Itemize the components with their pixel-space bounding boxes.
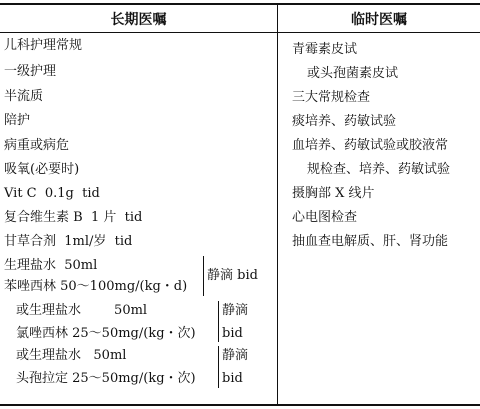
long-term-order: 半流质 bbox=[4, 89, 44, 104]
long-term-order: 陪护 bbox=[4, 113, 31, 128]
long-term-order: Vit C 0.1g tid bbox=[4, 186, 100, 201]
temporary-order: 抽血查电解质、肝、肾功能 bbox=[292, 234, 449, 249]
temporary-order-continued: 规检查、培养、药敏试验 bbox=[307, 162, 451, 177]
infusion-group-1-bracket bbox=[203, 256, 204, 296]
bottom-rule bbox=[0, 404, 480, 406]
infusion-group-3-route-2: bid bbox=[222, 371, 243, 386]
column-divider bbox=[277, 4, 278, 406]
long-term-order: 甘草合剂 1ml/岁 tid bbox=[4, 234, 133, 249]
temporary-order: 心电图检查 bbox=[292, 210, 358, 225]
long-term-order: 儿科护理常规 bbox=[4, 38, 83, 53]
long-term-order: 复合维生素 B 1 片 tid bbox=[4, 210, 143, 225]
infusion-group-1-line-2: 苯唑西林 50～100mg/(kg・d) bbox=[4, 279, 188, 294]
header-rule bbox=[0, 32, 480, 33]
infusion-group-3-route-1: 静滴 bbox=[222, 348, 249, 363]
temporary-orders-header: 临时医嘱 bbox=[351, 12, 407, 28]
infusion-group-3-bracket bbox=[218, 346, 219, 388]
top-rule bbox=[0, 3, 480, 5]
long-term-orders-header: 长期医嘱 bbox=[110, 12, 167, 28]
temporary-order: 血培养、药敏试验或胶液常 bbox=[292, 138, 449, 153]
temporary-order: 摄胸部 X 线片 bbox=[292, 186, 375, 201]
infusion-group-1-route: 静滴 bid bbox=[207, 268, 258, 283]
temporary-order: 三大常规检查 bbox=[292, 90, 371, 105]
temporary-order: 痰培养、药敏试验 bbox=[292, 114, 397, 129]
infusion-group-3-line-1: 或生理盐水 50ml bbox=[16, 348, 127, 363]
infusion-group-2-route-1: 静滴 bbox=[222, 303, 249, 318]
infusion-group-2-line-1: 或生理盐水 50ml bbox=[16, 303, 148, 318]
temporary-order: 青霉素皮试 bbox=[292, 42, 358, 57]
temporary-order: 或头孢菌素皮试 bbox=[307, 66, 399, 81]
infusion-group-2-line-2: 氯唑西林 25～50mg/(kg・次) bbox=[16, 326, 196, 341]
infusion-group-3-line-2: 头孢拉定 25～50mg/(kg・次) bbox=[16, 371, 196, 386]
infusion-group-2-route-2: bid bbox=[222, 326, 243, 341]
infusion-group-1-line-1: 生理盐水 50ml bbox=[4, 258, 98, 273]
infusion-group-2-bracket bbox=[218, 301, 219, 342]
long-term-order: 吸氧(必要时) bbox=[4, 162, 80, 177]
long-term-order: 病重或病危 bbox=[4, 138, 70, 153]
long-term-order: 一级护理 bbox=[4, 64, 57, 79]
